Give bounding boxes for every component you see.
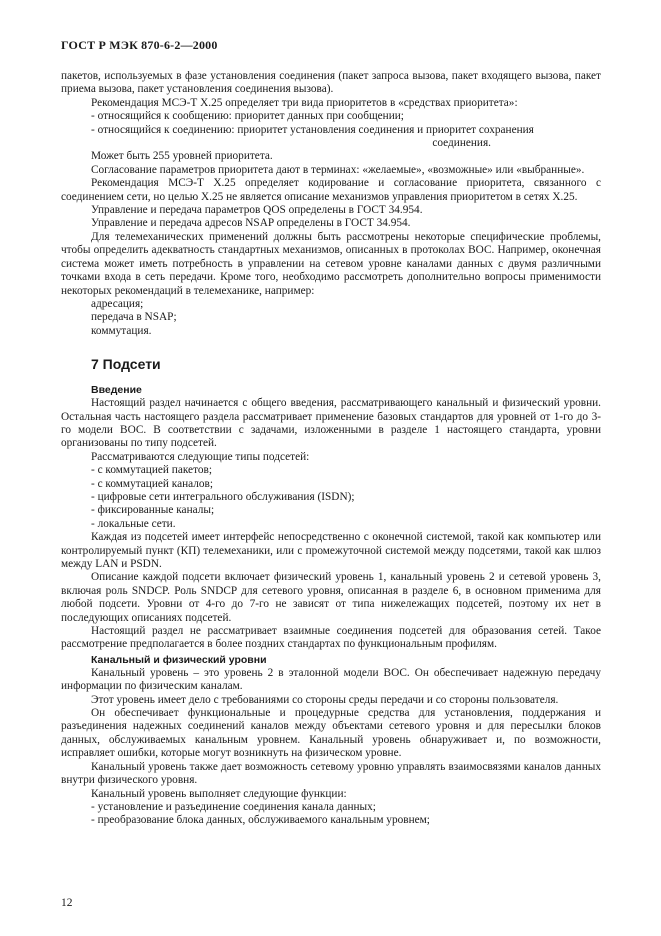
paragraph: Этот уровень имеет дело с требованиями со стороны среды передачи и со стороны пользователя. bbox=[91, 693, 559, 706]
list-item: - цифровые сети интегрального обслуживания (ISDN); bbox=[91, 490, 355, 503]
paragraph: Канальный уровень также дает возможность сетевому уровню управлять взаимосвязями каналов данных внутри физического уровня. bbox=[61, 760, 601, 787]
paragraph: Рекомендация МСЭ-Т X.25 определяет кодирование и согласование приоритета, связанного с соединением сети, но целью X.25 не является описание механизмов управления приоритетом в сетях X.25. bbox=[61, 177, 601, 203]
list-item: - с коммутацией каналов; bbox=[91, 477, 214, 490]
document-header: ГОСТ Р МЭК 870-6-2—2000 bbox=[61, 38, 218, 52]
page-number: 12 bbox=[61, 897, 73, 909]
list-item: - фиксированные каналы; bbox=[91, 504, 215, 517]
paragraph: Может быть 255 уровней приоритета. bbox=[91, 150, 273, 163]
subsection-heading-link-layer: Канальный и физический уровни bbox=[91, 653, 267, 666]
paragraph: Каждая из подсетей имеет интерфейс непосредственно с оконечной системой, такой как компьютер или контролируемый пункт (КП) телемеханики, или с промежуточной системой между подсетями, такой как шлюз между LAN и PSDN. bbox=[61, 531, 601, 570]
paragraph: Для телемеханических применений должны быть рассмотрены некоторые специфические проблемы, чтобы определить адекватность стандартных механизмов, описанных в протоколах ВОС. Например, оконечная система может иметь потребность в управлении на сетевом уровне каналами данных с двумя различными точками входа в сеть передачи. Кроме того, необходимо рассмотреть дополнительно вопросы применимости некоторых рекомендаций в телемеханике, например: bbox=[61, 230, 601, 297]
list-item: - установление и разъединение соединения канала данных; bbox=[91, 800, 376, 813]
paragraph: Управление и передача параметров QOS определены в ГОСТ 34.954. bbox=[91, 204, 423, 217]
paragraph: Описание каждой подсети включает физический уровень 1, канальный уровень 2 и сетевой уровень 3, включая роль SNDCP. Роль SNDCP для сетевого уровня, описанная в разделе 6, в основном применима для любой подсети. Уровни от 4-го до 7-го не зависят от типа нижележащих подсетей, поэтому их нет в последующих описаниях подсетей. bbox=[61, 571, 601, 624]
section-title: 7 Подсети bbox=[91, 356, 161, 373]
list-item: адресация; bbox=[91, 297, 144, 310]
paragraph: пакетов, используемых в фазе установления соединения (пакет запроса вызова, пакет входящего вызова, пакет приема вызова, пакет установления соединения вызова). bbox=[61, 70, 601, 96]
list-item: - относящийся к соединению: приоритет установления соединения и приоритет сохранения bbox=[91, 123, 534, 136]
paragraph: Рекомендация МСЭ-Т X.25 определяет три вида приоритетов в «средствах приоритета»: bbox=[91, 96, 518, 109]
paragraph: Управление и передача адресов NSAP определены в ГОСТ 34.954. bbox=[91, 217, 411, 230]
paragraph: Он обеспечивает функциональные и процедурные средства для установления, поддержания и разъединения надежных соединений каналов между объектами сетевого уровня и для пересылки блоков данных, обслуживаемых канальным уровнем. Канальный уровень обнаруживает и, по возможности, исправляет ошибки, которые могут возникнуть на физическом уровне. bbox=[61, 707, 601, 760]
list-item-continuation: соединения. bbox=[432, 137, 491, 150]
list-item: передача в NSAP; bbox=[91, 311, 177, 324]
paragraph: Канальный уровень выполняет следующие функции: bbox=[91, 787, 347, 800]
subsection-heading-intro: Введение bbox=[91, 384, 142, 397]
list-item: коммутация. bbox=[91, 324, 152, 337]
paragraph: Настоящий раздел не рассматривает взаимные соединения подсетей для образования сетей. Такое рассмотрение предполагается в более поздних стандартах по функциональным профилям. bbox=[61, 625, 601, 651]
paragraph: Рассматриваются следующие типы подсетей: bbox=[91, 450, 310, 463]
list-item: - локальные сети. bbox=[91, 517, 176, 530]
paragraph: Канальный уровень – это уровень 2 в эталонной модели ВОС. Он обеспечивает надежную передачу информации по физическим каналам. bbox=[61, 666, 601, 693]
list-item: - относящийся к сообщению: приоритет данных при сообщении; bbox=[91, 110, 404, 123]
list-item: - преобразование блока данных, обслуживаемого канальным уровнем; bbox=[91, 814, 430, 827]
paragraph: Согласование параметров приоритета дают в терминах: «желаемые», «возможные» или «выбранные». bbox=[91, 163, 585, 176]
paragraph: Настоящий раздел начинается с общего введения, рассматривающего канальный и физический уровни. Остальная часть настоящего раздела рассматривает применение базовых стандартов для уровней от 1-го до 3-го модели ВОС. В соответствии с задачами, изложенными в разделе 1 настоящего стандарта, уровни организованы по типу подсетей. bbox=[61, 397, 601, 450]
page-body bbox=[61, 70, 601, 828]
list-item: - с коммутацией пакетов; bbox=[91, 464, 212, 477]
